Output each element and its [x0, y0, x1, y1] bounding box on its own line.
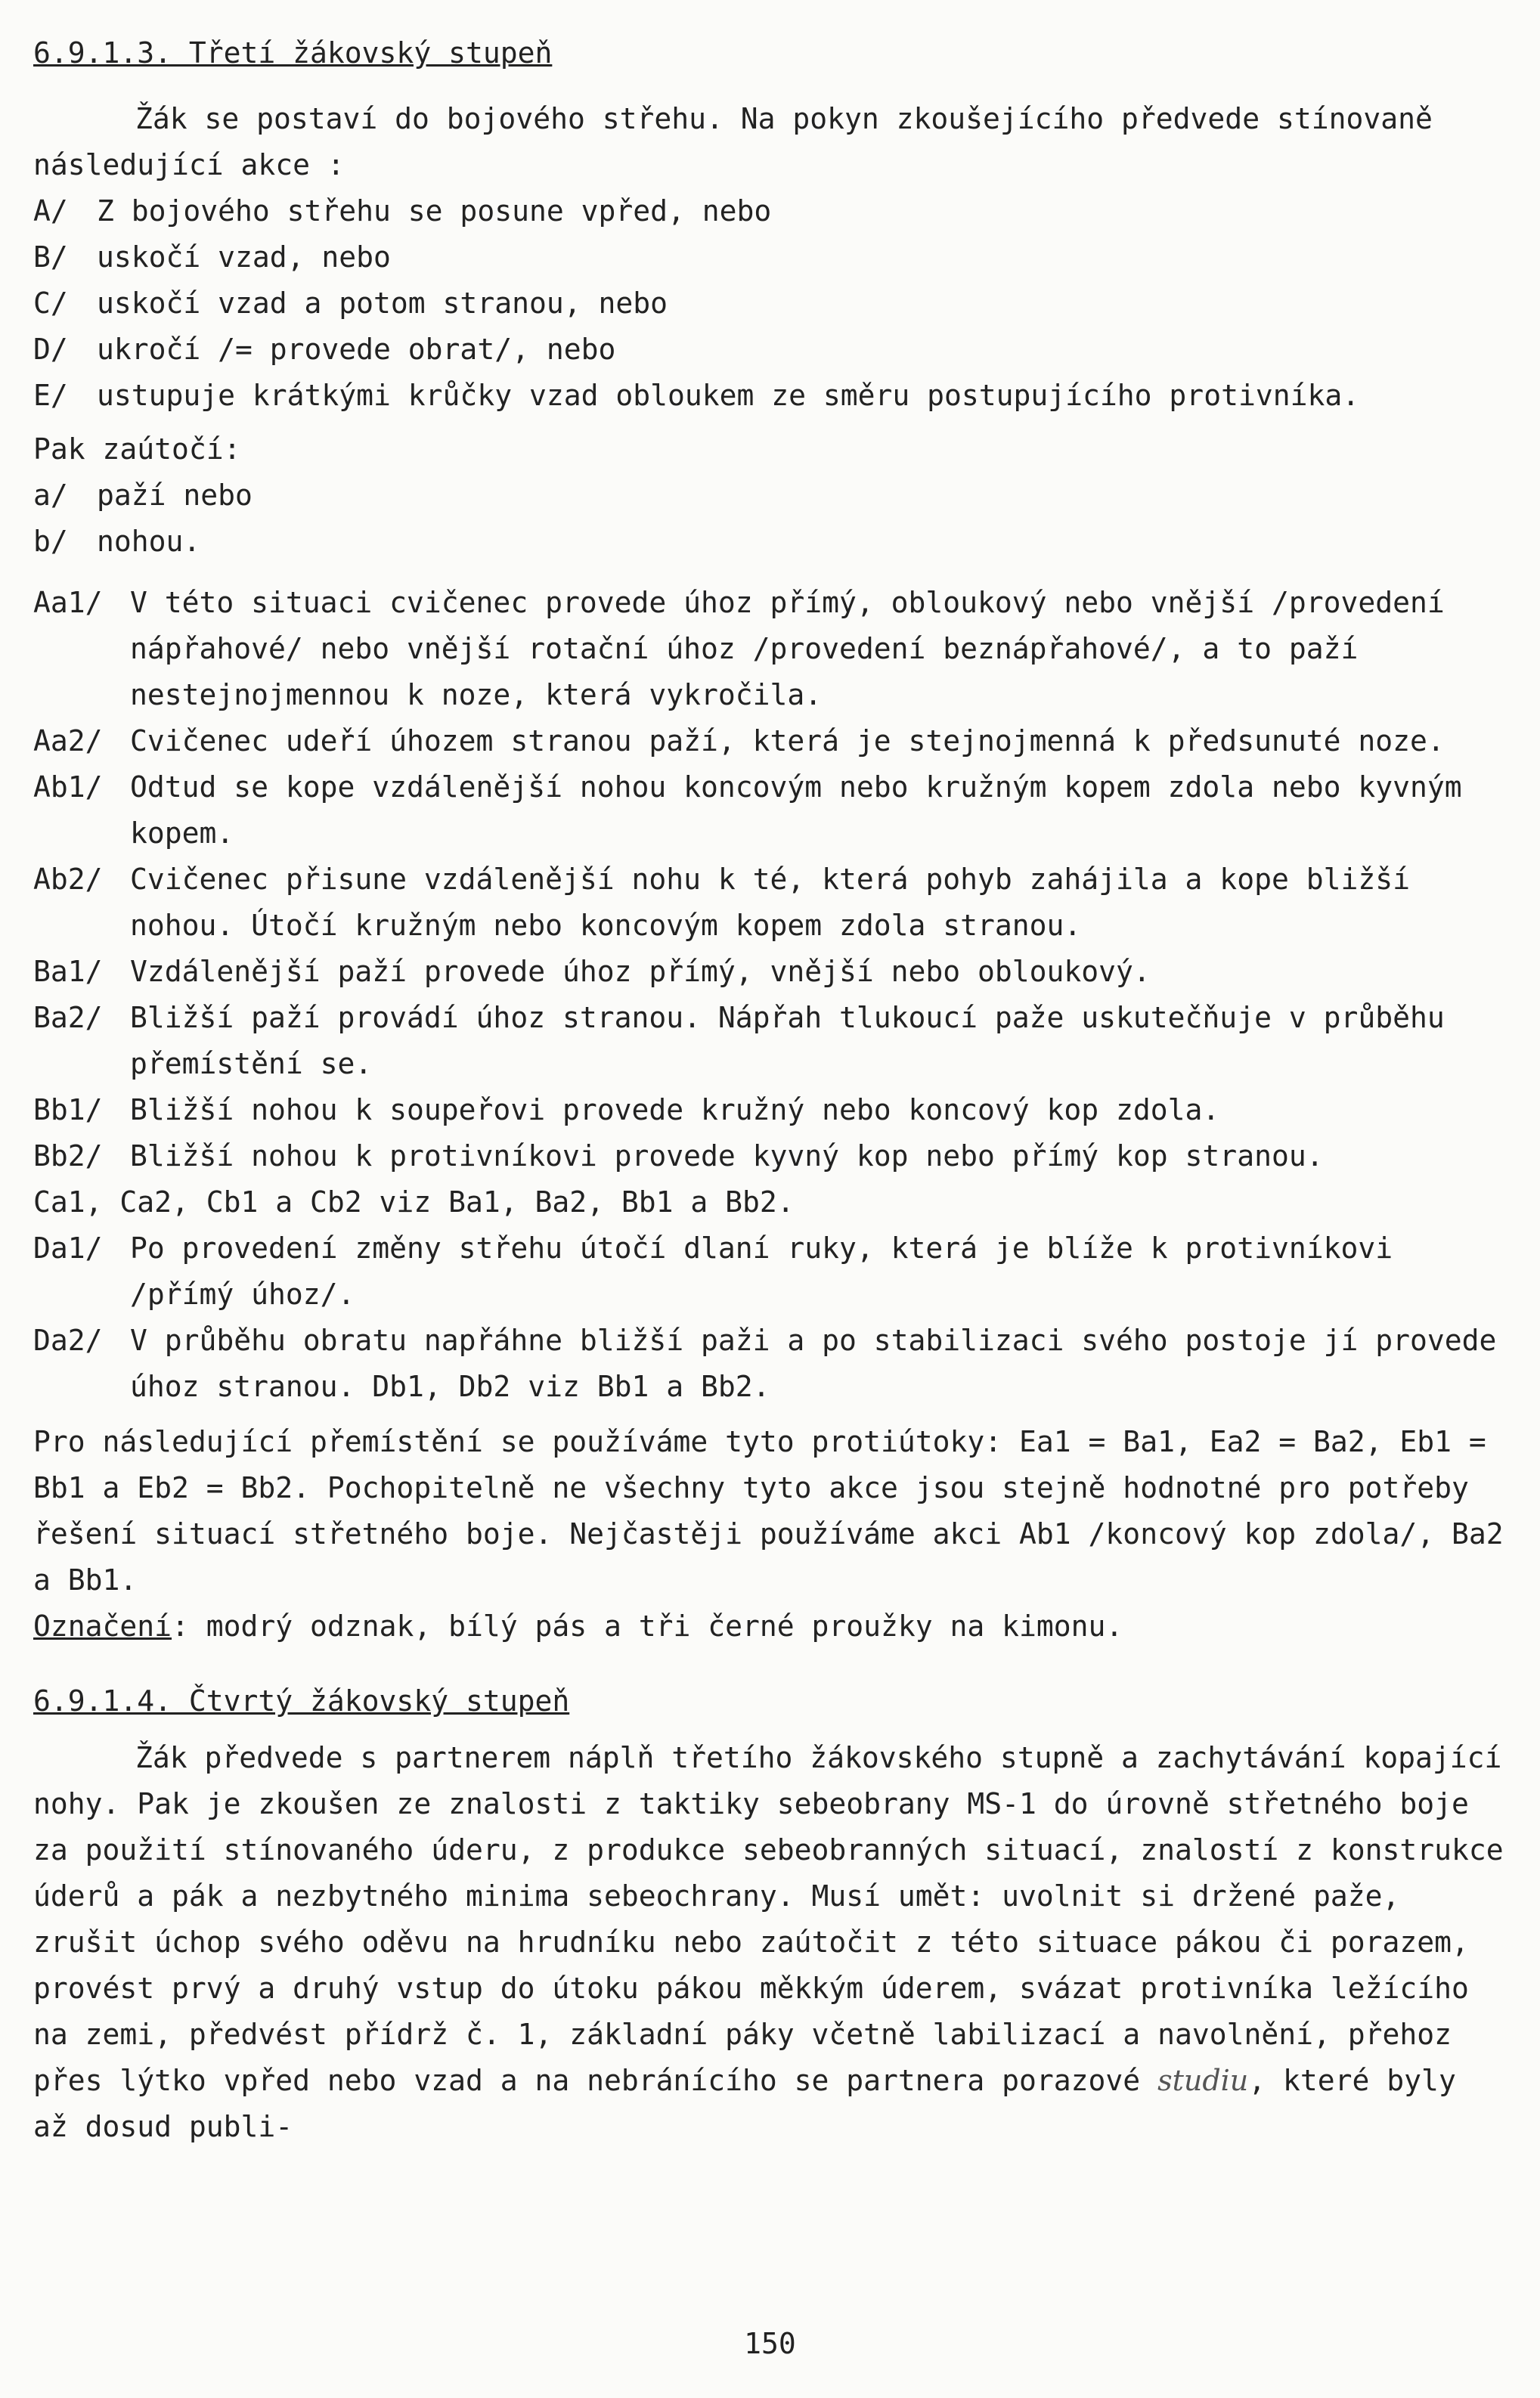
item-label: D/ — [33, 333, 68, 366]
list-item — [33, 718, 1507, 764]
action-list — [33, 188, 1507, 419]
item-text: uskočí vzad a potom stranou, nebo — [97, 287, 668, 320]
item-text: uskočí vzad, nebo — [97, 240, 391, 274]
item-text: Vzdálenější paží provede úhoz přímý, vnější nebo obloukový. — [130, 955, 1151, 988]
list-item — [33, 1133, 1507, 1179]
list-item — [33, 327, 1507, 373]
list-item — [33, 1318, 1507, 1410]
item-label: B/ — [33, 240, 68, 274]
item-text: ukročí /= provede obrat/, nebo — [97, 333, 616, 366]
list-item — [33, 472, 1507, 519]
cross-reference: Ca1, Ca2, Cb1 a Cb2 viz Ba1, Ba2, Bb1 a Bb2. — [33, 1185, 795, 1219]
list-item — [33, 764, 1507, 857]
document-page — [33, 30, 1507, 2150]
item-label: Bb2/ — [33, 1139, 103, 1173]
item-text: Bližší nohou k protivníkovi provede kyvný kop nebo přímý kop stranou. — [130, 1139, 1324, 1173]
item-label: Ba2/ — [33, 1001, 103, 1034]
item-text: Odtud se kope vzdálenější nohou koncovým nebo kružným kopem zdola nebo kyvným kopem. — [130, 770, 1462, 850]
item-label: Bb1/ — [33, 1093, 103, 1126]
item-text: Po provedení změny střehu útočí dlaní ruky, která je blíže k protivníkovi /přímý úhoz/. — [130, 1232, 1393, 1311]
item-label: b/ — [33, 525, 68, 558]
body-end: , které byly až dosud publi- — [33, 2064, 1456, 2143]
section-body — [33, 1735, 1507, 2150]
item-label: A/ — [33, 194, 68, 228]
list-item — [33, 280, 1507, 327]
item-text: Z bojového střehu se posune vpřed, nebo — [97, 194, 772, 228]
section-heading-2: 6.9.1.4. Čtvrtý žákovský stupeň — [33, 1684, 570, 1718]
item-text: V průběhu obratu napřáhne bližší paži a po stabilizaci svého postoje jí provede úhoz stranou. Db1, Db2 viz Bb1 a Bb2. — [130, 1324, 1497, 1403]
list-item — [33, 857, 1507, 949]
item-text: paží nebo — [97, 479, 253, 512]
item-label: Aa1/ — [33, 586, 103, 619]
item-text: V této situaci cvičenec provede úhoz přímý, obloukový nebo vnější /provedení nápřahové/ nebo vnější rotační úhoz /provedení beznápřahové/, a to paží nestejnojmennou k noze, která vykročila. — [130, 586, 1445, 711]
page-number: 150 — [744, 2327, 796, 2360]
list-item — [33, 373, 1507, 419]
item-text: nohou. — [97, 525, 201, 558]
list-item — [33, 234, 1507, 280]
item-label: Ab2/ — [33, 863, 103, 896]
item-label: Aa2/ — [33, 724, 103, 758]
item-label: Da2/ — [33, 1324, 103, 1357]
body-text: Žák předvede s partnerem náplň třetího žákovského stupně a zachytávání kopající nohy. Pak je zkoušen ze znalosti z taktiky sebeobrany MS-1 do úrovně střetného boje za použití stínovaného úderu, z produkce sebeobranných situací, znalostí z konstrukce úderů a pák a nezbytného minima sebeochrany. Musí umět: uvolnit si držené paže, zrušit úchop svého oděvu na hrudníku nebo zaútočit z této situace pákou či porazem, provést prvý a druhý vstup do útoku pákou měkkým úderem, svázat protivníka ležícího na zemi, předvést přídrž č. 1, základní páky včetně labilizací a navolnění, přehoz přes lýtko vpřed nebo vzad a na nebránícího se partnera porazové — [33, 1741, 1504, 2097]
item-text: Bližší paží provádí úhoz stranou. Nápřah tlukoucí paže uskutečňuje v průběhu přemístění se. — [130, 1001, 1445, 1080]
item-text: Bližší nohou k soupeřovi provede kružný nebo koncový kop zdola. — [130, 1093, 1220, 1126]
list-item — [33, 580, 1507, 718]
item-text: Cvičenec udeří úhozem stranou paží, která je stejnojmenná k předsunuté noze. — [130, 724, 1445, 758]
item-text: Cvičenec přisune vzdálenější nohu k té, která pohyb zahájila a kope bližší nohou. Útočí kružným nebo koncovým kopem zdola stranou. — [130, 863, 1410, 942]
marking-text: : modrý odznak, bílý pás a tři černé proužky na kimonu. — [172, 1610, 1123, 1643]
section-heading-1: 6.9.1.3. Třetí žákovský stupeň — [33, 36, 553, 70]
item-label: Da1/ — [33, 1232, 103, 1265]
section-intro: Žák se postaví do bojového střehu. Na pokyn zkoušejícího předvede stínovaně následující akce : — [33, 102, 1433, 181]
detail-list — [33, 580, 1507, 1410]
list-item — [33, 949, 1507, 995]
list-item — [33, 1087, 1507, 1133]
item-label: Ab1/ — [33, 770, 103, 804]
list-item — [33, 1225, 1507, 1318]
handwritten-insertion: studiu — [1157, 2064, 1249, 2097]
item-label: Ba1/ — [33, 955, 103, 988]
item-label: a/ — [33, 479, 68, 512]
item-label: E/ — [33, 379, 68, 412]
list-item — [33, 519, 1507, 565]
closing-paragraph: Pro následující přemístění se používáme tyto protiútoky: Ea1 = Ba1, Ea2 = Ba2, Eb1 = Bb1 a Eb2 = Bb2. Pochopitelně ne všechny tyto akce jsou stejně hodnotné pro potřeby řešení situací střetného boje. Nejčastěji používáme akci Ab1 /koncový kop zdola/, Ba2 a Bb1. — [33, 1425, 1504, 1597]
marking-label: Označení — [33, 1610, 172, 1643]
marking-line — [33, 1603, 1507, 1650]
list-item — [33, 995, 1507, 1087]
item-label: C/ — [33, 287, 68, 320]
list-item — [33, 188, 1507, 234]
attack-intro: Pak zaútočí: — [33, 432, 241, 466]
item-text: ustupuje krátkými krůčky vzad obloukem ze směru postupujícího protivníka. — [97, 379, 1360, 412]
